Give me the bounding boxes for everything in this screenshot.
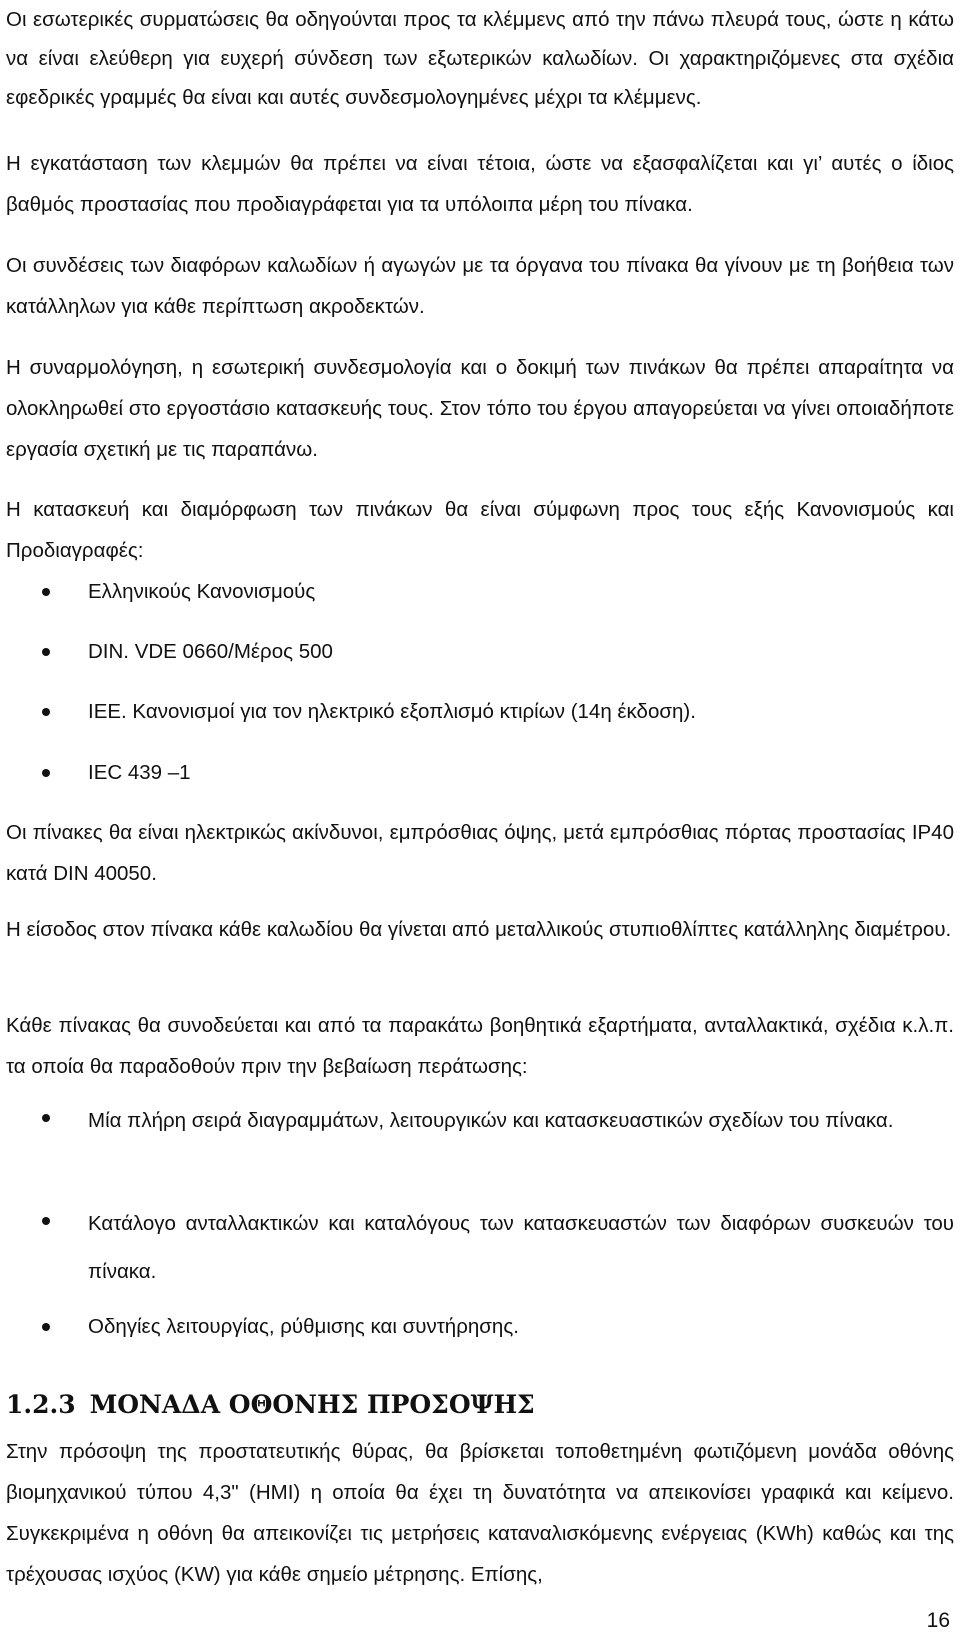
paragraph-cable-connections: Οι συνδέσεις των διαφόρων καλωδίων ή αγωγών με τα όργανα του πίνακα θα γίνουν με τη βοήθεια των κατάλληλων για κάθε περίπτωση ακροδεκτών. [6, 254, 954, 318]
bullet-icon [42, 588, 50, 596]
paragraph-assembly: Η συναρμολόγηση, η εσωτερική συνδεσμολογία και ο δοκιμή των πινάκων θα πρέπει απαραίτητα να ολοκληρωθεί στο εργοστάσιο κατασκευής τους. Στον τόπο του έργου απαγορεύεται να γίνει οποιαδήποτε εργασία σχετική με τις παραπάνω. [6, 356, 954, 461]
list-item-text: Μία πλήρη σειρά διαγραμμάτων, λειτουργικών και κατασκευαστικών σχεδίων του πίνακα. [88, 1109, 894, 1132]
bullet-icon [42, 648, 50, 656]
list-item-text: Ελληνικούς Κανονισμούς [88, 580, 316, 603]
paragraph-standards-intro: Η κατασκευή και διαμόρφωση των πινάκων θα είναι σύμφωνη προς τους εξής Κανονισμούς και Προδιαγραφές: [6, 498, 954, 562]
list-item-text: Κατάλογο ανταλλακτικών και καταλόγους των κατασκευαστών των διαφόρων συσκευών του πίνακα. [88, 1212, 954, 1283]
section-title: ΜΟΝΑΔΑ ΟΘΟΝΗΣ ΠΡΟΣΟΨΗΣ [89, 1390, 535, 1419]
list-item-text: DIN. VDE 0660/Μέρος 500 [88, 640, 333, 663]
section-heading [6, 1385, 535, 1425]
page-number: 16 [926, 1609, 950, 1632]
paragraph-wiring: Οι εσωτερικές συρματώσεις θα οδηγούνται προς τα κλέμμενς από την πάνω πλευρά τους, ώστε η κάτω να είναι ελεύθερη για ευχερή σύνδεση των εξωτερικών καλωδίων. Οι χαρακτηριζόμενες στα σχέδια εφεδρικές γραμμές θα είναι και αυτές συνδεσμολογημένες μέχρι τα κλέμμενς. [6, 8, 954, 109]
list-item-text: IEC 439 –1 [88, 761, 191, 784]
bullet-icon [42, 708, 50, 716]
bullet-icon [42, 769, 50, 777]
paragraph-accessories-intro: Κάθε πίνακας θα συνοδεύεται και από τα παρακάτω βοηθητικά εξαρτήματα, ανταλλακτικά, σχέδια κ.λ.π. τα οποία θα παραδοθούν πριν την βεβαίωση περάτωσης: [6, 1014, 954, 1078]
paragraph-terminals-installation: Η εγκατάσταση των κλεμμών θα πρέπει να είναι τέτοια, ώστε να εξασφαλίζεται και γι’ αυτές ο ίδιος βαθμός προστασίας που προδιαγράφεται για τα υπόλοιπα μέρη του πίνακα. [6, 152, 954, 216]
bullet-icon [42, 1114, 50, 1122]
section-number: 1.2.3 [6, 1390, 76, 1419]
list-item-text: IEE. Κανονισμοί για τον ηλεκτρικό εξοπλισμό κτιρίων (14η έκδοση). [88, 700, 696, 723]
paragraph-hmi-display: Στην πρόσοψη της προστατευτικής θύρας, θα βρίσκεται τοποθετημένη φωτιζόμενη μονάδα οθόνης βιομηχανικού τύπου 4,3" (HMI) η οποία θα έχει τη δυνατότητα να απεικονίσει γραφικά και κείμενο. Συγκεκριμένα η οθόνη θα απεικονίζει τις μετρήσεις καταναλισκόμενης ενέργειας (KWh) καθώς και της τρέχουσας ισχύος (KW) για κάθε σημείο μέτρησης. Επίσης, [6, 1440, 954, 1586]
list-item-text: Οδηγίες λειτουργίας, ρύθμισης και συντήρησης. [88, 1315, 519, 1338]
paragraph-safety-protection: Οι πίνακες θα είναι ηλεκτρικώς ακίνδυνοι, εμπρόσθιας όψης, μετά εμπρόσθιας πόρτας προστασίας IP40 κατά DIN 40050. [6, 821, 954, 885]
bullet-icon [42, 1323, 50, 1331]
paragraph-cable-entry: Η είσοδος στον πίνακα κάθε καλωδίου θα γίνεται από μεταλλικούς στυπιοθλίπτες κατάλληλης διαμέτρου. [6, 918, 952, 941]
bullet-icon [42, 1217, 50, 1225]
